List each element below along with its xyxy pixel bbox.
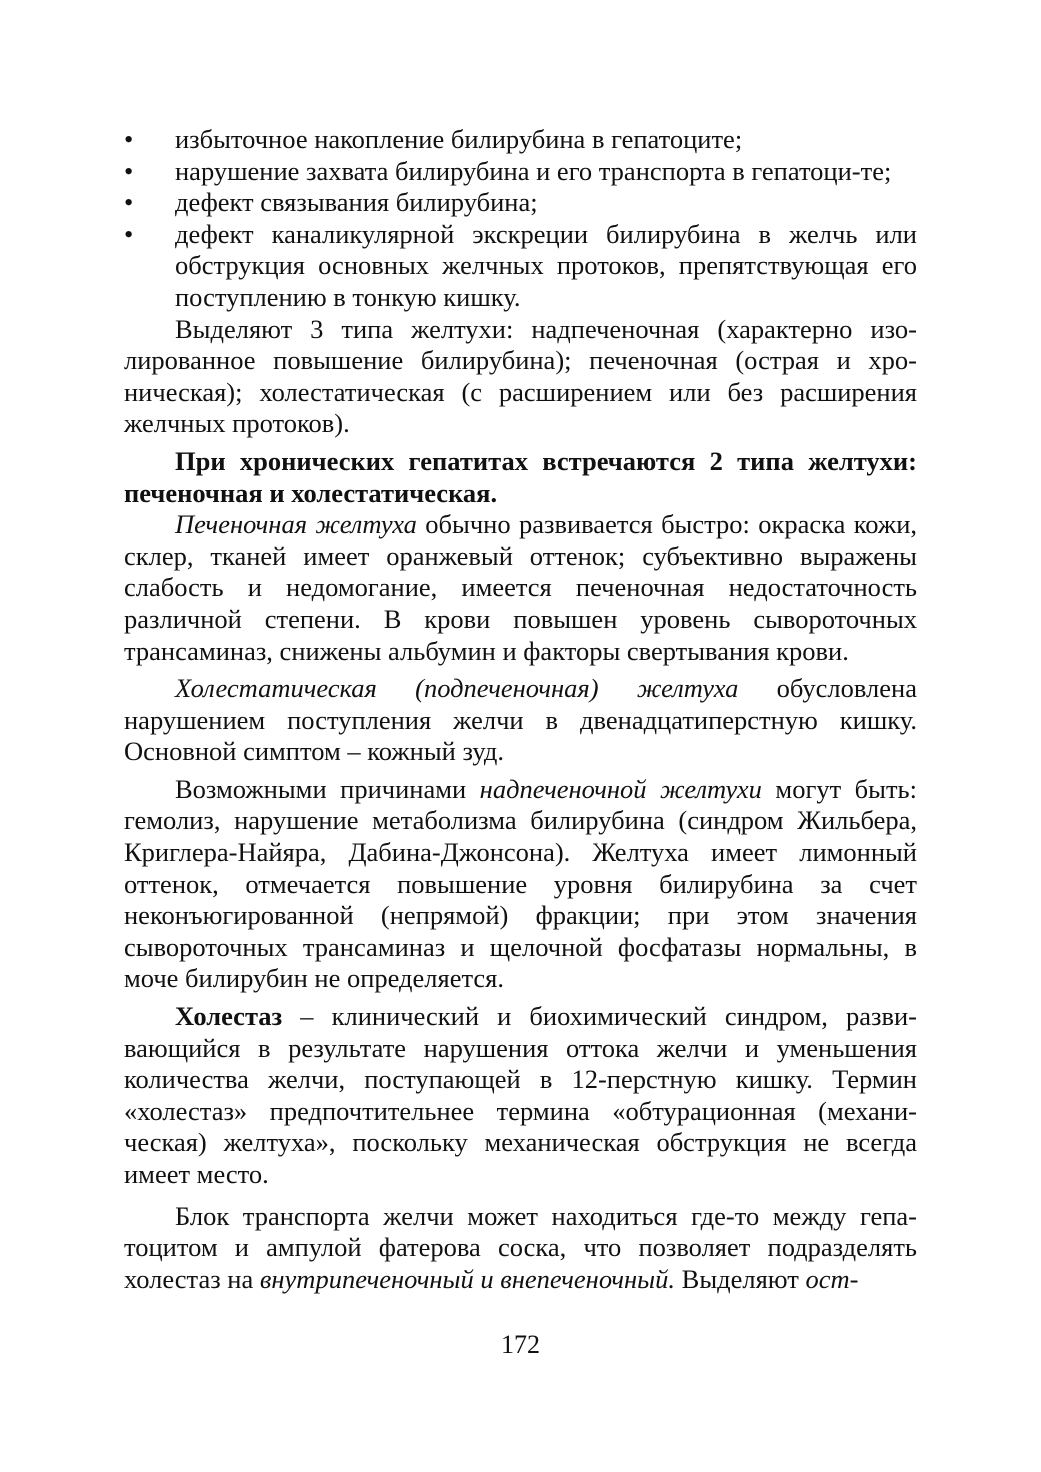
jaundice-types-paragraph: Выделяют 3 типа желтухи: надпеченочная (характерно изолированное повышение билирубина); печеночная (острая и хроническая); холестатическая (с расширением или без расширения желчных протоков).	[124, 313, 917, 439]
bile-block-term: внутрипеченочный и внепеченочный.	[259, 1263, 676, 1294]
bile-block-mid: Выделяют	[675, 1263, 806, 1294]
chronic-hepatitis-heading: При хронических гепатитах встречаются 2 типа желтухи: печеночная и холестатическая.	[124, 445, 917, 508]
bullet-mark: •	[124, 218, 134, 249]
list-item	[124, 156, 917, 188]
cholestasis-paragraph	[124, 1001, 917, 1191]
page-number: 172	[501, 1330, 540, 1359]
list-item-text: дефект связывания билирубина;	[175, 187, 538, 218]
bullet-mark: •	[124, 187, 134, 218]
cholestatic-jaundice-paragraph	[124, 673, 917, 768]
prehepatic-jaundice-text: могут быть: гемолиз, нарушение метаболизма билирубина (синдром Жильбера, Криглера-Найяра, Дабина-Джонсона). Желтуха имеет лимонный оттенок, отмечается повышение уровня билирубина за счет неконъюгированной (непрямой) фракции; при этом значения сывороточных трансаминаз и щелочной фосфатазы нормальны, в моче билирубин не определяется.	[124, 773, 917, 994]
cause-list	[124, 124, 917, 314]
cholestatic-jaundice-text: обусловлена нарушением поступления желчи в двенадцатиперстную кишку. Основной симптом – кожный зуд.	[124, 673, 917, 767]
bile-block-text: Блок транспорта желчи может находиться где-то между гепатоцитом и ампулой фатерова соска, что позволяет подразделять холестаз на	[124, 1200, 917, 1294]
hepatic-jaundice-text: обычно развивается быстро: окраска кожи, склер, тканей имеет оранжевый оттенок; субъективно выражены слабость и недомогание, имеется печеночная недостаточность различной степени. В крови повышен уровень сывороточных трансаминаз, снижены альбумин и факторы свертывания крови.	[124, 509, 918, 666]
bullet-mark: •	[124, 124, 134, 154]
list-item-text: избыточное накопление билирубина в гепатоците;	[175, 124, 743, 154]
cholestatic-jaundice-term: Холестатическая (подпеченочная) желтуха	[175, 673, 739, 704]
cholestasis-text: – клинический и биохимический синдром, развивающийся в результате нарушения оттока желчи и уменьшения количества желчи, поступающей в 12-перстную кишку. Термин «холестаз» предпочтительнее термина «обтурационная (механическая) желтуха», поскольку механическая обструкция не всегда имеет место.	[124, 1001, 917, 1189]
bullet-mark: •	[124, 155, 134, 186]
prehepatic-jaundice-paragraph	[124, 774, 917, 995]
list-item	[124, 219, 917, 314]
hepatic-jaundice-term: Печеночная желтуха	[175, 509, 417, 540]
bile-block-paragraph	[124, 1201, 917, 1296]
bile-block-tail: ост-	[805, 1263, 859, 1294]
cholestasis-term: Холестаз	[175, 1001, 283, 1032]
list-item	[124, 187, 917, 219]
list-item-text: дефект каналикулярной экскреции билирубина в желчь или обструкция основных желчных протоков, препятствующая его поступлению в тонкую кишку.	[175, 218, 917, 312]
page-body	[124, 124, 917, 1295]
prehepatic-jaundice-term: надпеченочной желтухи	[479, 773, 762, 804]
list-item	[124, 124, 917, 156]
list-item-text: нарушение захвата билирубина и его транспорта в гепатоци-те;	[175, 155, 892, 186]
hepatic-jaundice-paragraph	[124, 509, 917, 667]
prehepatic-jaundice-intro: Возможными причинами	[175, 773, 480, 804]
